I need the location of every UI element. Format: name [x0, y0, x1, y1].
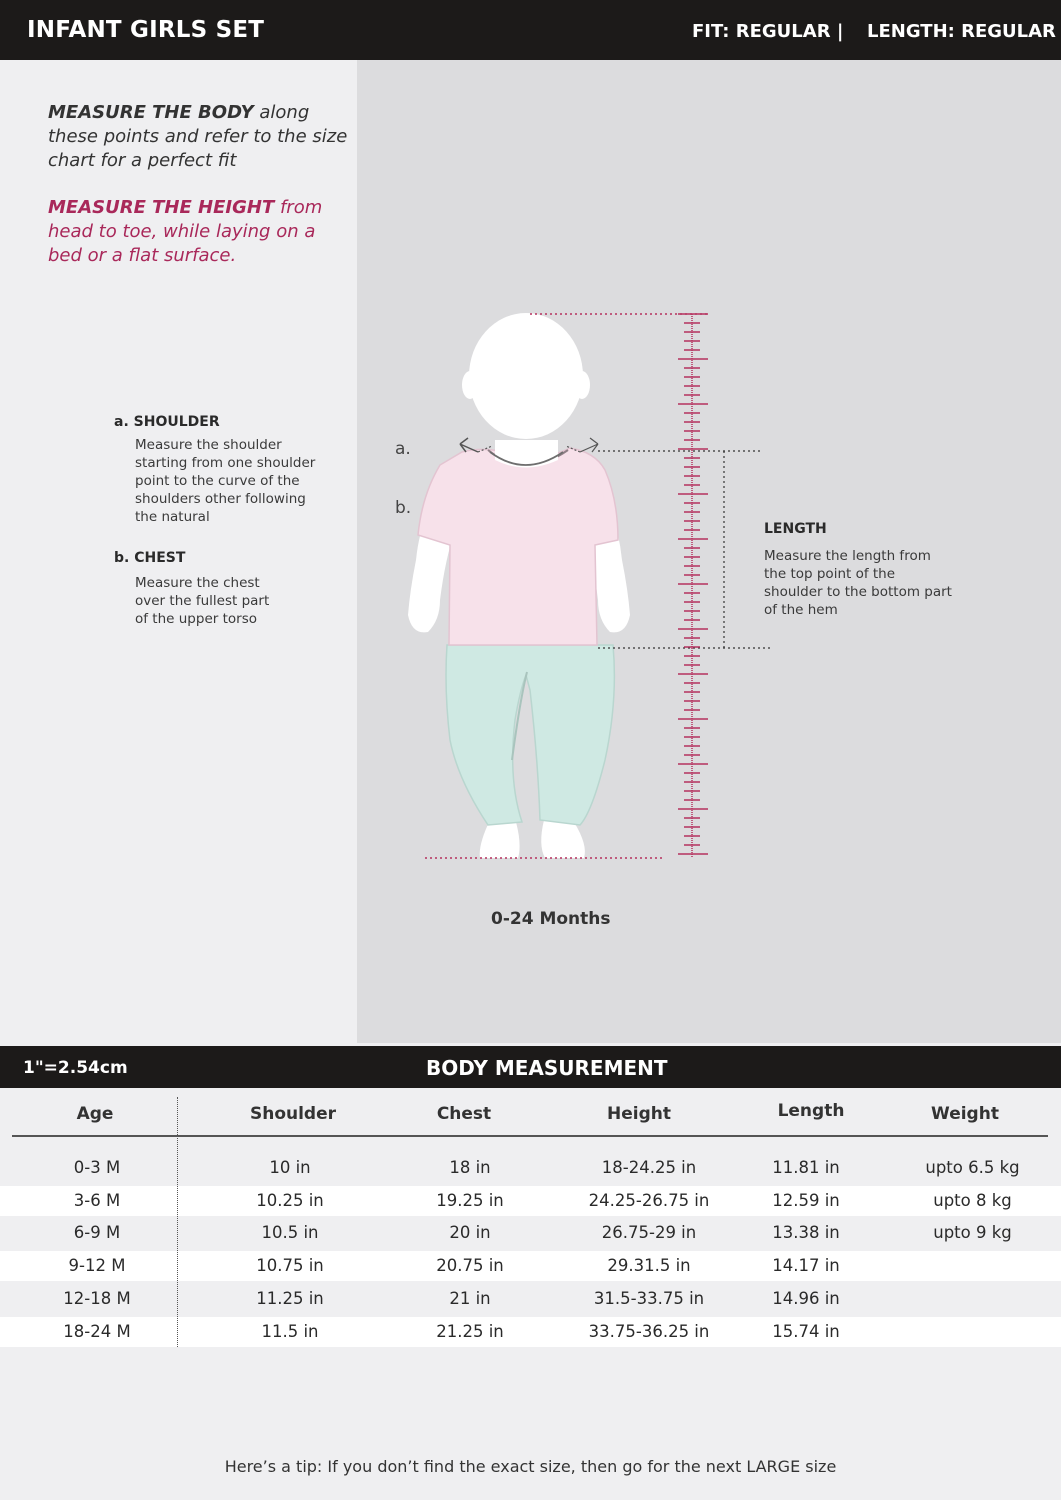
table-row: [0, 1284, 1061, 1314]
header-divider: [12, 1135, 1048, 1137]
height-cell: 24.25-26.75 in: [588, 1191, 710, 1210]
age-column-divider: [177, 1097, 178, 1347]
shoulder-description: [135, 436, 315, 526]
diagram-letter-b: b.: [395, 498, 412, 518]
shoulder-cell: 11.5 in: [261, 1322, 319, 1341]
length-cell: 14.96 in: [772, 1289, 840, 1308]
shoulder-desc-line: starting from one shoulder: [135, 455, 316, 471]
diagram-letter-a: a.: [395, 439, 411, 459]
chest-cell: 19.25 in: [436, 1191, 504, 1210]
chest-cell: 21 in: [449, 1289, 491, 1308]
header-age: Age: [76, 1104, 114, 1124]
intro-measure-body-bold: MEASURE THE BODY: [48, 102, 254, 123]
age-cell: 18-24 M: [63, 1322, 131, 1341]
shoulder-cell: 10 in: [269, 1158, 311, 1177]
fit-label: FIT: REGULAR |: [692, 21, 844, 42]
header-length: Length: [777, 1101, 845, 1121]
chest-cell: 20.75 in: [436, 1256, 504, 1275]
length-desc-line: the top point of the: [764, 566, 896, 582]
shoulder-cell: 10.5 in: [261, 1223, 319, 1242]
intro-measure-height-bold: MEASURE THE HEIGHT: [48, 197, 275, 218]
shoulder-cell: 11.25 in: [256, 1289, 324, 1308]
length-desc-line: Measure the length from: [764, 548, 931, 564]
age-cell: 6-9 M: [73, 1223, 121, 1242]
table-row: [0, 1317, 1061, 1347]
chest-cell: 21.25 in: [436, 1322, 504, 1341]
table-title-bar: [0, 1046, 1061, 1088]
table-title: BODY MEASUREMENT: [426, 1056, 668, 1080]
intro-measure-body-text: along these points and refer to the size chart for a perfect fit: [48, 102, 348, 171]
length-cell: 15.74 in: [772, 1322, 840, 1341]
baby-figure-illustration: [357, 60, 1061, 1043]
shoulder-desc-line: point to the curve of the: [135, 473, 300, 489]
height-cell: 18-24.25 in: [601, 1158, 697, 1177]
table-row: [0, 1218, 1061, 1248]
shoulder-desc-line: the natural: [135, 509, 210, 525]
shoulder-desc-line: Measure the shoulder: [135, 437, 282, 453]
length-cell: 11.81 in: [772, 1158, 840, 1177]
unit-conversion: 1"=2.54cm: [23, 1058, 128, 1078]
height-cell: 31.5-33.75 in: [593, 1289, 705, 1308]
age-cell: 9-12 M: [68, 1256, 126, 1275]
height-cell: 29.31.5 in: [607, 1256, 691, 1275]
chest-label: b. CHEST: [114, 550, 186, 566]
chest-description: [135, 574, 269, 628]
chest-desc-line: of the upper torso: [135, 611, 257, 627]
age-range-caption: 0-24 Months: [491, 909, 611, 929]
header-chest: Chest: [436, 1104, 492, 1124]
table-row: [0, 1186, 1061, 1216]
shoulder-label: a. SHOULDER: [114, 414, 220, 430]
length-fit-label: LENGTH: REGULAR: [867, 21, 1056, 42]
intro-measure-height: [48, 196, 348, 268]
shoulder-desc-line: shoulders other following: [135, 491, 306, 507]
length-label: LENGTH: [764, 521, 827, 537]
shoulder-cell: 10.25 in: [256, 1191, 324, 1210]
chest-cell: 18 in: [449, 1158, 491, 1177]
intro-measure-height-text: from head to toe, while laying on a bed or a flat surface.: [48, 197, 323, 266]
length-cell: 14.17 in: [772, 1256, 840, 1275]
weight-cell: upto 9 kg: [933, 1223, 1012, 1242]
age-cell: 12-18 M: [63, 1289, 131, 1308]
length-desc-line: shoulder to the bottom part: [764, 584, 952, 600]
page-title: INFANT GIRLS SET: [27, 17, 265, 43]
height-cell: 33.75-36.25 in: [588, 1322, 710, 1341]
age-cell: 3-6 M: [73, 1191, 121, 1210]
weight-cell: upto 8 kg: [933, 1191, 1012, 1210]
height-cell: 26.75-29 in: [601, 1223, 697, 1242]
table-row: [0, 1251, 1061, 1281]
header-height: Height: [607, 1104, 671, 1124]
header-shoulder: Shoulder: [249, 1104, 337, 1124]
intro-measure-body: [48, 101, 348, 173]
length-cell: 12.59 in: [772, 1191, 840, 1210]
chest-cell: 20 in: [449, 1223, 491, 1242]
length-description: [764, 547, 952, 619]
header-bar: [0, 0, 1061, 60]
table-row: [0, 1153, 1061, 1183]
sizing-tip: Here’s a tip: If you don’t find the exact size, then go for the next LARGE size: [224, 1457, 837, 1476]
age-cell: 0-3 M: [73, 1158, 121, 1177]
length-cell: 13.38 in: [772, 1223, 840, 1242]
chest-desc-line: Measure the chest: [135, 575, 260, 591]
header-weight: Weight: [931, 1104, 999, 1124]
weight-cell: upto 6.5 kg: [925, 1158, 1020, 1177]
shoulder-cell: 10.75 in: [256, 1256, 324, 1275]
chest-desc-line: over the fullest part: [135, 593, 270, 609]
length-desc-line: of the hem: [764, 602, 838, 618]
